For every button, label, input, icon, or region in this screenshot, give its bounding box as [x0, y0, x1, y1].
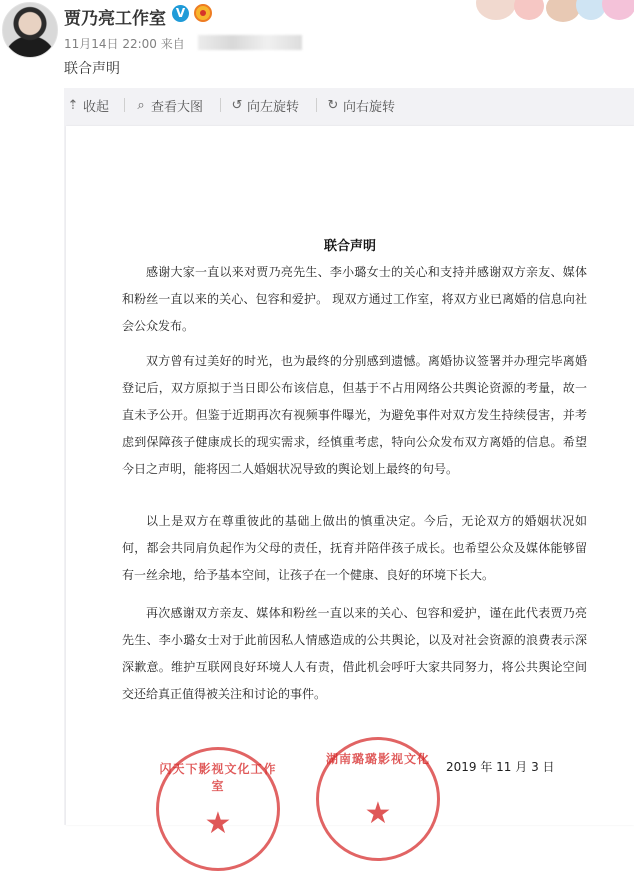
seal-right-text: 湖南璐璐影视文化: [325, 752, 430, 766]
statement-image[interactable]: [66, 126, 634, 841]
rotate-right-icon: ↻: [327, 97, 339, 113]
upload-arrow-icon: ⇡: [67, 97, 79, 113]
red-seal-left-icon: [156, 747, 280, 871]
rotate-right-label: 向右旋转: [343, 99, 396, 115]
rotate-left-button[interactable]: [230, 96, 299, 114]
view-large-button[interactable]: [134, 96, 203, 114]
post-meta: [64, 35, 185, 52]
image-viewer-panel: [64, 88, 634, 841]
document-paragraph: 以上是双方在尊重彼此的基础上做出的慎重决定。今后，无论双方的婚姻状况如何，都会共同肩负起作为父母的责任，抚育并陪伴孩子成长。也希望公众及媒体能够留有一丝余地，给予基本空间，让孩子在一个健康、良好的环境下长大。: [122, 514, 587, 582]
collapse-button[interactable]: [66, 96, 109, 114]
medal-icon[interactable]: [194, 4, 212, 22]
toolbar-divider: [316, 98, 317, 112]
rotate-right-button[interactable]: [326, 96, 395, 114]
red-seal-right-icon: [316, 737, 440, 861]
rotate-left-label: 向左旋转: [247, 99, 300, 115]
document-date: 2019 年 11 月 3 日: [446, 760, 555, 774]
rotate-left-icon: ↺: [231, 97, 243, 113]
document-title: 联合声明: [323, 239, 376, 254]
star-icon: ★: [204, 806, 232, 841]
view-large-label: 查看大图: [151, 99, 204, 115]
post-source-prefix: 来自: [160, 37, 185, 51]
avatar[interactable]: [2, 2, 58, 58]
document-paragraph: 双方曾有过美好的时光，也为最终的分别感到遗憾。离婚协议签署并办理完毕离婚登记后，双方原拟于当日即公布该信息，但基于不占用网络公共舆论资源的考量，故一直未予公开。但鉴于近期再次有视频事件曝光，为避免事件对双方发生持续侵害，并考虑到保障孩子健康成长的现实需求，经慎重考虑，特向公众发布双方离婚的信息。希望今日之声明，能将因二人婚姻状况导致的舆论划上最终的句号。: [122, 354, 587, 476]
post-header: [0, 0, 634, 88]
image-toolbar: [64, 88, 634, 122]
star-icon: ★: [364, 796, 392, 831]
toolbar-divider: [220, 98, 221, 112]
post-timestamp[interactable]: 11月14日 22:00: [64, 37, 157, 51]
magnifier-icon: ⌕: [137, 97, 145, 113]
post-text: 联合声明: [64, 61, 120, 77]
collapse-label: 收起: [83, 99, 110, 115]
blurred-source: [198, 35, 302, 50]
header-banner-decoration: [470, 0, 634, 22]
toolbar-divider: [124, 98, 125, 112]
seal-left-text: 闪天下影视文化工作室: [159, 762, 277, 793]
verified-badge-icon[interactable]: V: [172, 5, 189, 22]
document-paragraph: 感谢大家一直以来对贾乃亮先生、李小璐女士的关心和支持并感谢双方亲友、媒体和粉丝一直以来的关心、包容和爱护。 现双方通过工作室，将双方业已离婚的信息向社会公众发布。: [122, 265, 587, 333]
username[interactable]: 贾乃亮工作室: [64, 9, 166, 29]
document-paragraph: 再次感谢双方亲友、媒体和粉丝一直以来的关心、包容和爱护，谨在此代表贾乃亮先生、李小璐女士对于此前因私人情感造成的公共舆论，以及对社会资源的浪费表示深深歉意。维护互联网良好环境人人有责，借此机会呼吁大家共同努力，将公共舆论空间交还给真正值得被关注和讨论的事件。: [122, 606, 587, 701]
